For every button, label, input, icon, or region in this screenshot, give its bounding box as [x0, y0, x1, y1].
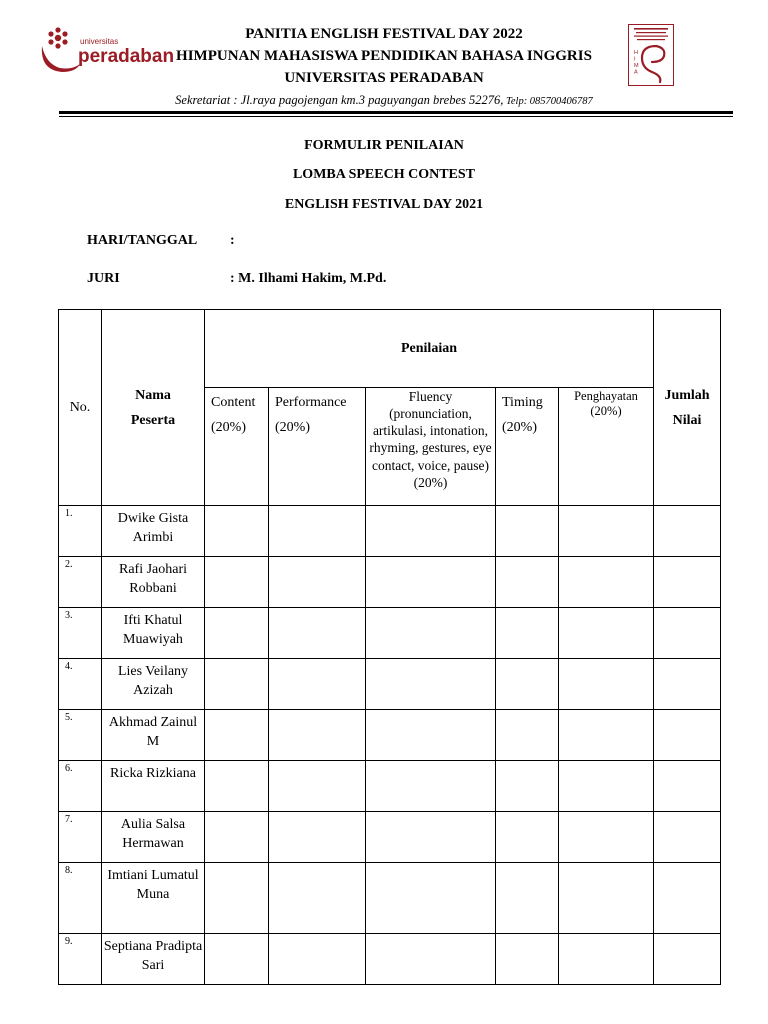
row-number: 8. — [59, 863, 102, 934]
logo-right-letter: I — [634, 56, 636, 63]
score-cell-content[interactable] — [205, 710, 269, 761]
row-number: 4. — [59, 659, 102, 710]
participant-name-text: Dwike Gista Arimbi — [117, 511, 189, 545]
table-row — [59, 557, 721, 608]
participant-name-text: Septiana Pradipta Sari — [103, 939, 203, 973]
participant-name — [102, 557, 205, 608]
header-line-2: HIMPUNAN MAHASISWA PENDIDIKAN BAHASA INGGRIS — [176, 48, 592, 64]
score-cell-performance[interactable] — [269, 557, 366, 608]
logo-big-text: peradaban — [78, 46, 175, 67]
participant-name — [102, 812, 205, 863]
row-number: 6. — [59, 761, 102, 812]
col-header-name-line2: Peserta — [130, 412, 176, 428]
col-header-fluency: Fluency (pronunciation, artikulasi, intonation, rhyming, gestures, eye contact, voice, pause) (20%) — [366, 388, 496, 506]
participant-name — [102, 659, 205, 710]
score-cell-penghayatan[interactable] — [559, 934, 654, 985]
score-cell-timing[interactable] — [496, 761, 559, 812]
score-cell-penghayatan[interactable] — [559, 608, 654, 659]
col-header-content-line1: Content — [211, 395, 256, 410]
col-header-content-line2: (20%) — [211, 420, 246, 435]
crescent-swoosh-icon — [42, 46, 80, 72]
logo-right-letter: A — [634, 69, 638, 76]
score-cell-performance[interactable] — [269, 761, 366, 812]
participant-name — [102, 710, 205, 761]
score-cell-timing[interactable] — [496, 710, 559, 761]
score-cell-content[interactable] — [205, 761, 269, 812]
score-cell-content[interactable] — [205, 506, 269, 557]
logo-right-letter: M — [634, 63, 639, 69]
table-row — [59, 659, 721, 710]
row-number: 1. — [59, 506, 102, 557]
score-cell-performance[interactable] — [269, 863, 366, 934]
col-header-penilaian: Penilaian — [205, 310, 654, 388]
score-cell-timing[interactable] — [496, 934, 559, 985]
participant-name — [102, 608, 205, 659]
date-value: : — [230, 233, 235, 248]
contest-title: LOMBA SPEECH CONTEST — [292, 167, 476, 182]
score-cell-penghayatan[interactable] — [559, 812, 654, 863]
score-cell-fluency[interactable] — [366, 863, 496, 934]
score-cell-performance[interactable] — [269, 812, 366, 863]
score-cell-performance[interactable] — [269, 608, 366, 659]
participant-name-text: Ifti Khatul Muawiyah — [123, 613, 183, 647]
score-table — [58, 309, 721, 985]
table-row — [59, 863, 721, 934]
address-text: Sekretariat : Jl.raya pagojengan km.3 paguyangan brebes 52276, — [175, 93, 504, 107]
score-cell-timing[interactable] — [496, 812, 559, 863]
col-header-total-line1: Jumlah — [664, 387, 710, 403]
score-cell-penghayatan[interactable] — [559, 761, 654, 812]
participant-name — [102, 761, 205, 812]
date-label: HARI/TANGGAL — [87, 233, 198, 248]
score-cell-fluency[interactable] — [366, 934, 496, 985]
col-header-timing-line2: (20%) — [502, 420, 537, 435]
jury-label: JURI — [87, 271, 120, 286]
col-header-performance-line1: Performance — [275, 395, 347, 410]
score-cell-penghayatan[interactable] — [559, 557, 654, 608]
hima-logo — [628, 24, 674, 86]
score-cell-penghayatan[interactable] — [559, 863, 654, 934]
score-cell-timing[interactable] — [496, 659, 559, 710]
col-header-timing-line1: Timing — [502, 395, 543, 410]
participant-name-text: Rafi Jaohari Robbani — [118, 562, 188, 596]
row-number: 2. — [59, 557, 102, 608]
score-cell-performance[interactable] — [269, 934, 366, 985]
score-cell-performance[interactable] — [269, 506, 366, 557]
row-number: 5. — [59, 710, 102, 761]
table-header-row-1 — [59, 310, 721, 388]
table-row — [59, 934, 721, 985]
score-cell-fluency[interactable] — [366, 659, 496, 710]
score-cell-timing[interactable] — [496, 608, 559, 659]
row-number: 9. — [59, 934, 102, 985]
col-header-total — [654, 310, 721, 506]
row-number: 3. — [59, 608, 102, 659]
score-cell-fluency[interactable] — [366, 608, 496, 659]
participant-name — [102, 863, 205, 934]
score-cell-total[interactable] — [654, 934, 721, 985]
score-cell-fluency[interactable] — [366, 812, 496, 863]
header-line-3: UNIVERSITAS PERADABAN — [284, 70, 484, 86]
score-cell-fluency[interactable] — [366, 557, 496, 608]
participant-name-text: Lies Veilany Azizah — [117, 664, 189, 698]
score-cell-total[interactable] — [654, 863, 721, 934]
score-cell-penghayatan[interactable] — [559, 659, 654, 710]
score-cell-performance[interactable] — [269, 659, 366, 710]
header-rule-thick — [59, 111, 733, 114]
score-cell-timing[interactable] — [496, 863, 559, 934]
score-cell-penghayatan[interactable] — [559, 710, 654, 761]
participant-name-text: Aulia Salsa Hermawan — [120, 817, 186, 851]
col-header-name-line1: Nama — [135, 387, 171, 403]
score-cell-content[interactable] — [205, 812, 269, 863]
event-title: ENGLISH FESTIVAL DAY 2021 — [284, 197, 484, 212]
jury-value: : M. Ilhami Hakim, M.Pd. — [230, 271, 387, 286]
header-line-1: PANITIA ENGLISH FESTIVAL DAY 2022 — [245, 26, 523, 42]
universitas-peradaban-logo — [38, 24, 175, 76]
score-cell-fluency[interactable] — [366, 761, 496, 812]
participant-name-text: Ricka Rizkiana — [110, 766, 196, 781]
participant-name — [102, 934, 205, 985]
logo-small-text: universitas — [80, 37, 119, 46]
participant-name-text: Akhmad Zainul M — [108, 715, 198, 749]
score-cell-performance[interactable] — [269, 710, 366, 761]
col-header-total-line2: Nilai — [672, 412, 702, 428]
score-cell-total[interactable] — [654, 710, 721, 761]
flower-emblem-icon — [48, 27, 67, 48]
header-rule-thin — [59, 116, 733, 117]
col-header-content — [205, 388, 269, 506]
score-cell-total[interactable] — [654, 659, 721, 710]
score-cell-content[interactable] — [205, 659, 269, 710]
col-header-name — [102, 310, 205, 506]
logo-right-letter: H — [634, 50, 638, 56]
score-cell-content[interactable] — [205, 557, 269, 608]
col-header-penghayatan: Penghayatan (20%) — [559, 388, 654, 506]
col-header-performance-line2: (20%) — [275, 420, 310, 435]
col-header-timing — [496, 388, 559, 506]
participant-name-text: Imtiani Lumatul Muna — [107, 868, 199, 902]
score-cell-content[interactable] — [205, 863, 269, 934]
score-cell-total[interactable] — [654, 557, 721, 608]
score-cell-timing[interactable] — [496, 506, 559, 557]
table-row — [59, 506, 721, 557]
score-cell-timing[interactable] — [496, 557, 559, 608]
table-row — [59, 812, 721, 863]
table-row — [59, 761, 721, 812]
score-cell-fluency[interactable] — [366, 506, 496, 557]
table-row — [59, 710, 721, 761]
table-body — [59, 506, 721, 985]
table-row — [59, 608, 721, 659]
row-number: 7. — [59, 812, 102, 863]
form-title: FORMULIR PENILAIAN — [304, 138, 464, 153]
score-cell-content[interactable] — [205, 608, 269, 659]
score-cell-content[interactable] — [205, 934, 269, 985]
participant-name — [102, 506, 205, 557]
score-cell-total[interactable] — [654, 812, 721, 863]
score-cell-total[interactable] — [654, 608, 721, 659]
score-cell-penghayatan[interactable] — [559, 506, 654, 557]
score-cell-total[interactable] — [654, 761, 721, 812]
secretariat-address — [120, 93, 648, 108]
score-cell-total[interactable] — [654, 506, 721, 557]
phone-text: Telp: 085700406787 — [503, 96, 593, 107]
score-cell-fluency[interactable] — [366, 710, 496, 761]
col-header-no: No. — [59, 310, 102, 506]
col-header-performance — [269, 388, 366, 506]
